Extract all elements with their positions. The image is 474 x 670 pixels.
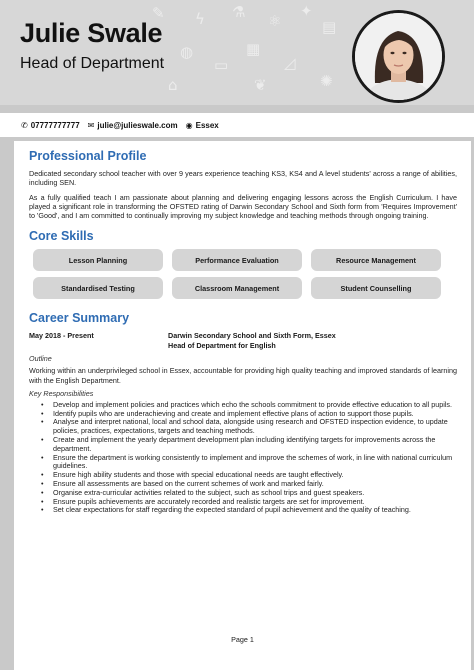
job-title: Head of Department: [20, 55, 165, 72]
ruler-icon: ▭: [214, 56, 229, 74]
skills-grid: [33, 249, 457, 299]
phone-number: 07777777777: [30, 120, 80, 130]
cv-page: [14, 141, 471, 670]
list-item: • Ensure high ability students and those with special educational needs are taught effectively.: [41, 471, 457, 480]
phone-icon: ✆: [21, 120, 28, 130]
list-item: • Identify pupils who are underachieving and create and implement effective plans of action to support those pupils.: [41, 410, 457, 419]
skill-tag: Lesson Planning: [33, 249, 163, 271]
list-item: • Ensure all assessments are based on the current schemes of work and marked fairly.: [41, 480, 457, 489]
skill-tag: Resource Management: [311, 249, 441, 271]
beaker-icon: ⌂: [168, 76, 178, 94]
atom-icon: ✺: [320, 72, 333, 90]
job-employer-block: [168, 331, 336, 350]
flask-icon: ⚗: [232, 3, 246, 21]
candidate-name: Julie Swale: [20, 18, 163, 48]
section-heading-skills: Core Skills: [29, 229, 94, 244]
outline-label: Outline: [29, 354, 52, 364]
list-item: • Develop and implement policies and practices which echo the schools commitment to provide effective education to all pupils.: [41, 401, 457, 410]
skill-tag: Standardised Testing: [33, 277, 163, 299]
header-banner: [0, 0, 474, 105]
section-heading-career: Career Summary: [29, 311, 130, 326]
contact-location: [186, 121, 219, 130]
profile-paragraph: Dedicated secondary school teacher with over 9 years experience teaching KS3, KS4 and A level students' across a range of abilities, including SEN.: [29, 169, 457, 188]
atom-icon: ⚛: [268, 12, 282, 30]
section-heading-profile: Professional Profile: [29, 149, 147, 163]
book-icon: ▤: [322, 18, 337, 36]
job-dates: May 2018 - Present: [29, 331, 94, 341]
globe-icon: ◉: [185, 120, 193, 130]
skill-tag: Performance Evaluation: [172, 249, 302, 271]
job-outline: Working within an underprivileged school in Essex, accountable for providing high quality teaching and improved standards of learning with the English Department.: [29, 366, 457, 385]
graph-icon: ◿: [284, 54, 296, 72]
brain-icon: ❦: [254, 76, 267, 94]
globe-icon: ◍: [180, 43, 194, 61]
lightbulb-icon: ✦: [300, 2, 313, 20]
list-item: • Ensure the department is working consistently to implement and improve the schemes of work, in line with national curriculum guidelines.: [41, 454, 457, 472]
list-item: • Create and implement the yearly department development plan including identifying targets for improvements across the department.: [41, 436, 457, 454]
list-item: • Analyse and interpret national, local and school data, alongside using research and OFSTED inspection evidence, to update policies, practices, expectations, targets and teaching methods.: [41, 418, 457, 436]
envelope-icon: ✉: [87, 120, 95, 130]
job-role: Head of Department for English: [168, 340, 276, 350]
skill-tag: Student Counselling: [311, 277, 441, 299]
lightning-icon: ϟ: [195, 10, 205, 28]
email-address: julie@julieswale.com: [97, 120, 178, 130]
skill-tag: Classroom Management: [172, 277, 302, 299]
contact-email: [88, 121, 178, 130]
contact-phone: [21, 121, 80, 130]
location-text: Essex: [195, 120, 219, 130]
job-header: [29, 331, 457, 350]
contact-bar: [0, 113, 474, 137]
responsibilities-list: [41, 401, 457, 515]
list-item: • Ensure pupils achievements are accurately recorded and realistic targets are set for improvement.: [41, 498, 457, 507]
list-item: • Organise extra-curricular activities related to the subject, such as school trips and guest speakers.: [41, 489, 457, 498]
profile-photo: [352, 10, 445, 103]
responsibilities-label: Key Responsibilities: [29, 388, 94, 398]
profile-paragraph: As a fully qualified teach I am passionate about planning and delivering engaging lessons across the English Curriculum. I have played a significant role in transforming the OFSTED rating of Darwin Secondary School and Sixth form from 'Requires Improvement' to 'Good', and I am committed to continually improving my subject knowledge and teaching methods through ongoing training.: [29, 192, 457, 221]
list-item: • Set clear expectations for staff regarding the expected standard of pupil achievement and the quality of teaching.: [41, 506, 457, 515]
page-number: Page 1: [231, 635, 254, 644]
job-employer: Darwin Secondary School and Sixth Form, Essex: [168, 331, 336, 341]
pencil-icon: ✎: [152, 4, 165, 22]
calculator-icon: ▦: [246, 40, 261, 58]
